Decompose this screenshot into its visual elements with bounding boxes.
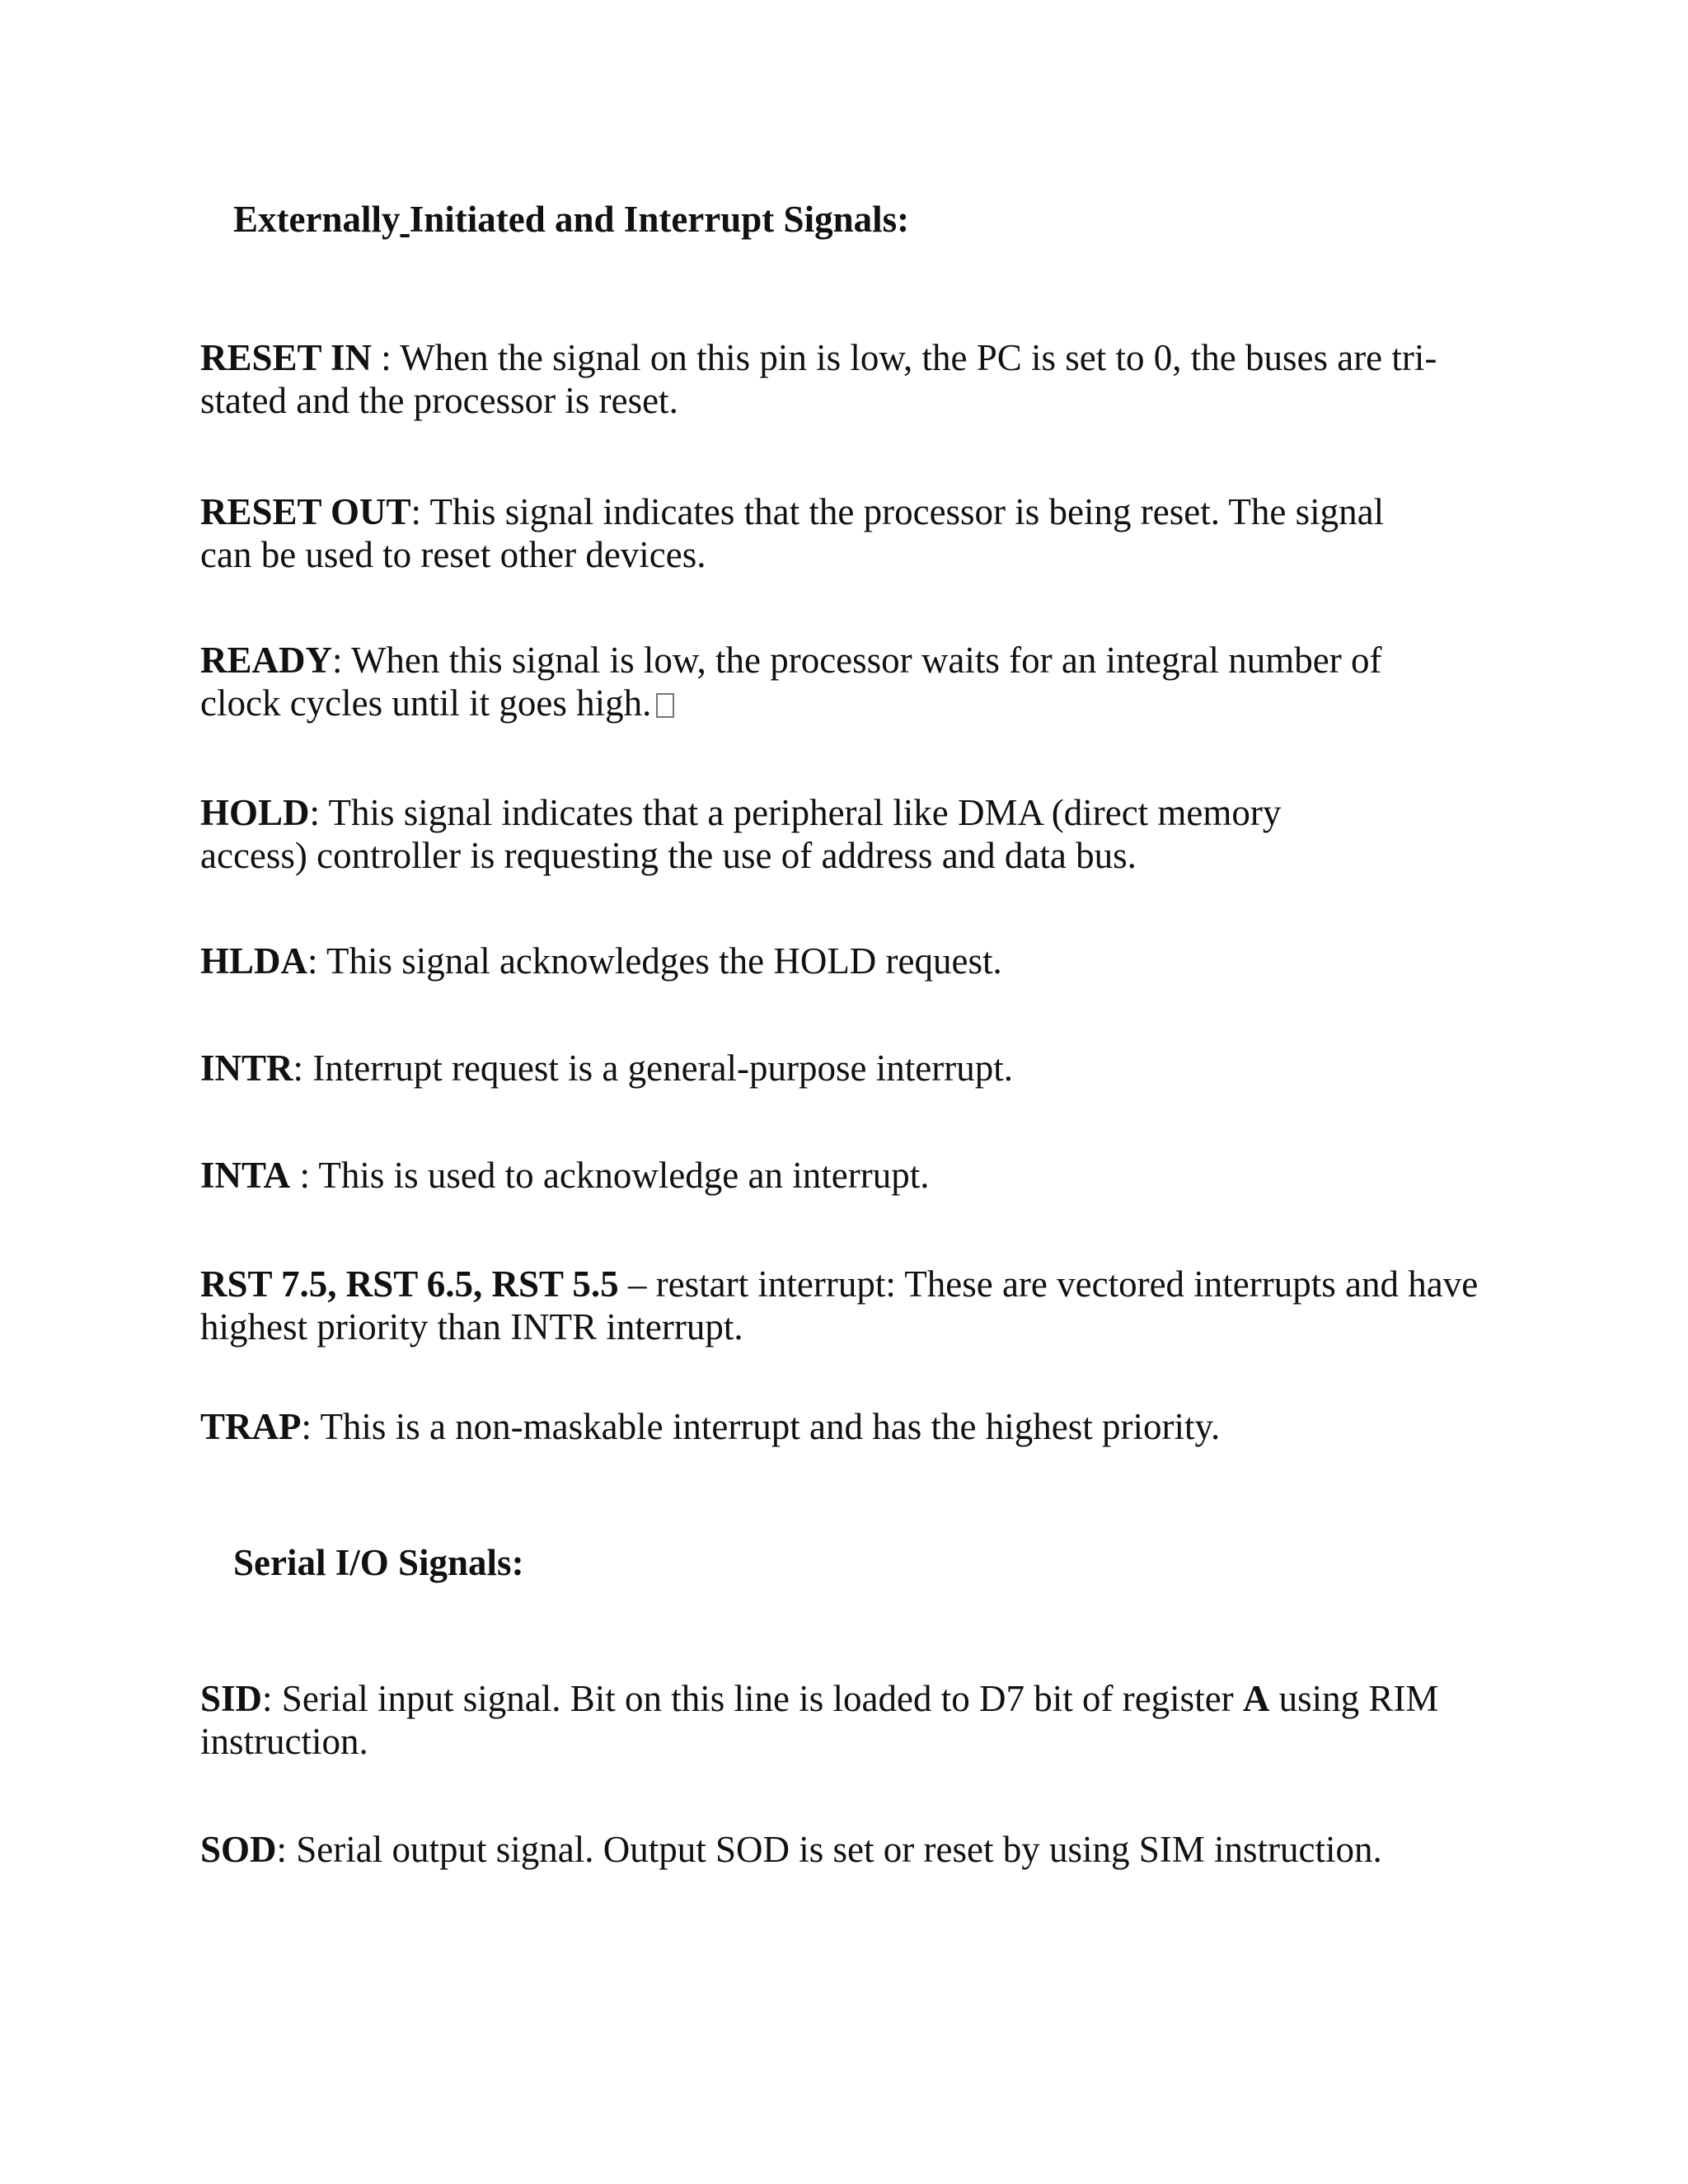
section-heading-serial-signals: Serial I/O Signals:: [233, 1542, 524, 1583]
signal-term: RESET OUT: [200, 491, 411, 532]
signal-term: INTR: [200, 1047, 293, 1089]
signal-term: SOD: [200, 1829, 277, 1870]
register-term: A: [1242, 1678, 1270, 1719]
signal-description: : This is used to acknowledge an interrupt.: [290, 1155, 930, 1196]
signal-reset-in: [200, 336, 1453, 422]
signal-sid: [200, 1677, 1536, 1763]
signal-term: RST 7.5, RST 6.5, RST 5.5: [200, 1263, 619, 1305]
signal-description: : This signal indicates that a peripheral like DMA (direct memory access) controller is requesting the use of address and data bus.: [200, 792, 1282, 876]
signal-description: : When the signal on this pin is low, the PC is set to 0, the buses are tri-stated and the processor is reset.: [200, 337, 1437, 421]
signal-description: : Interrupt request is a general-purpose interrupt.: [293, 1047, 1013, 1089]
signal-description: – restart interrupt: These are vectored interrupts and have highest priority than INTR interrupt.: [200, 1263, 1479, 1347]
signal-description: : Serial input signal. Bit on this line is loaded to D7 bit of register: [262, 1678, 1243, 1719]
signal-rst: [200, 1263, 1486, 1348]
signal-term: HOLD: [200, 792, 310, 833]
signal-term: READY: [200, 640, 333, 681]
signal-term: INTA: [200, 1155, 291, 1196]
heading-underscore: [400, 199, 409, 240]
signal-reset-out: [200, 490, 1387, 576]
signal-description: : Serial output signal. Output SOD is set or reset by using SIM instruction.: [276, 1829, 1382, 1870]
signal-term: SID: [200, 1678, 263, 1719]
signal-ready: [200, 639, 1453, 724]
signal-hold: [200, 791, 1387, 877]
signal-hlda: [200, 940, 1552, 982]
signal-term: RESET IN: [200, 337, 373, 378]
signal-description: : This is a non-maskable interrupt and has the highest priority.: [301, 1406, 1221, 1447]
heading-text-part2: Initiated and Interrupt Signals:: [409, 199, 910, 240]
missing-glyph-box-icon: [656, 693, 674, 718]
signal-intr: [200, 1047, 1552, 1090]
signal-description: : When this signal is low, the processor waits for an integral number of clock cycles until it goes high.: [200, 640, 1382, 724]
signal-description-tail: using RIM instruction.: [200, 1678, 1439, 1762]
signal-term: TRAP: [200, 1406, 302, 1447]
signal-trap: [200, 1405, 1552, 1448]
signal-sod: [200, 1828, 1552, 1871]
signal-description: : This signal indicates that the processor is being reset. The signal can be used to reset other devices.: [200, 491, 1385, 575]
section-heading-external-signals: [233, 198, 909, 241]
heading-text-part1: Externally: [233, 199, 401, 240]
signal-description: : This signal acknowledges the HOLD request.: [307, 940, 1002, 982]
signal-term: HLDA: [200, 940, 308, 982]
signal-inta: [200, 1154, 1552, 1197]
